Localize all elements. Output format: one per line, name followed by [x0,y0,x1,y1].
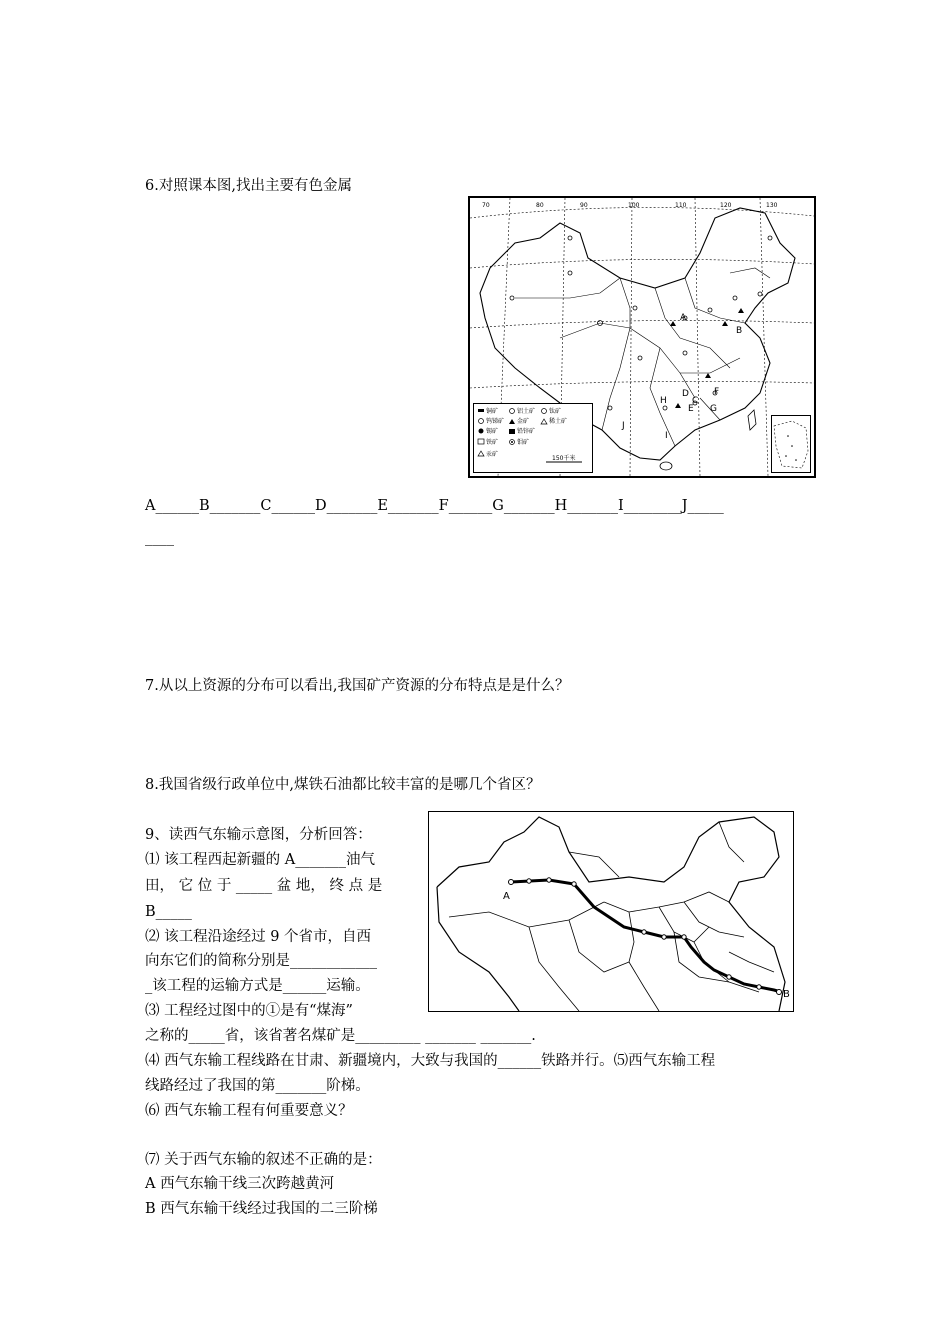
lon-tick: 90 [580,202,588,209]
q9-line-7: ⑶ 工程经过图中的①是有“煤海” [145,1003,353,1019]
pipeline-node [547,878,551,882]
legend-item [478,438,498,446]
map-letter-c: C [692,396,699,406]
map-letter-g: G [710,404,717,414]
map-letter-h: H [660,396,667,406]
svg-text:稀土矿: 稀土矿 [549,418,568,425]
q7-text: 7.从以上资源的分布可以看出,我国矿产资源的分布特点是是什么？ [145,678,570,694]
q6-answer-blanks[interactable]: A______B_______C______D_______E_______F______G_______H_______I________J_____ [145,498,724,514]
legend-item [478,450,498,458]
pipeline-node [682,935,686,939]
q9-line-9: ⑷ 西气东输工程线路在甘肃、新疆境内，大致与我国的______铁路并行。⑸西气东输工程 [145,1053,716,1069]
lon-tick: 130 [766,202,778,209]
lon-tick: 70 [482,202,490,209]
pipeline-node [777,990,782,995]
q9-line-10: 线路经过了我国的第_______阶梯。 [145,1078,370,1094]
legend-item [479,417,505,425]
legend-item [478,407,498,415]
svg-text:铅锌矿: 铅锌矿 [517,428,536,435]
q9-line-2: 田， 它 位 于 _____ 盆 地， 终 点 是 [145,878,383,894]
svg-text:钼矿: 钼矿 [517,439,530,446]
map-letter-e: E [688,404,694,414]
pipeline-node [509,880,514,885]
legend-item [541,417,567,425]
q9-line-8: 之称的_____省，该省著名煤矿是_________ _______ _______. [145,1028,536,1044]
pipeline-node [527,879,531,883]
lon-tick: 80 [536,202,544,209]
q9-line-4: ⑵ 该工程沿途经过 9 个省市，自西 [145,929,372,945]
svg-text:铝土矿: 铝土矿 [517,408,536,415]
scale-label: 150千米 [552,455,576,462]
mineral-resources-map [468,196,816,478]
lon-tick: 120 [720,202,732,209]
hainan [660,462,672,470]
svg-text:金矿: 金矿 [517,418,530,425]
q8-text: 8.我国省级行政单位中,煤铁石油都比较丰富的是哪几个省区？ [145,777,541,793]
q9-line-5: 向东它们的简称分别是____________ [145,953,377,969]
legend-item [509,427,535,435]
legend-item [509,417,529,425]
country-outline [437,817,785,1011]
map-letter-a: A [680,313,687,323]
south-china-sea-inset [771,415,811,473]
legend-item [479,427,499,435]
pipeline-node [757,985,761,989]
pipeline-node [572,882,576,886]
q9-line-13: A 西气东输干线三次跨越黄河 [145,1176,335,1192]
pipeline-map-drawing [429,812,793,1011]
map-letter-b: B [736,326,743,336]
pipeline-node [727,975,731,979]
lon-tick: 110 [675,202,687,209]
q9-line-6: _该工程的运输方式是______运输。 [145,978,370,994]
svg-text:铁矿: 铁矿 [486,439,499,446]
svg-text:钛矿: 钛矿 [549,408,562,415]
label-b: B [783,989,790,1000]
legend-item [510,438,530,446]
legend-item [542,407,562,415]
map-letter-f: F [714,387,720,397]
q6-title: 6.对照课本图,找出主要有色金属 [145,178,352,194]
q9-line-1: ⑴ 该工程西起新疆的 A_______油气 [145,852,375,868]
west-east-gas-pipeline-map [428,811,794,1012]
taiwan [748,410,756,430]
q9-line-11: ⑹ 西气东输工程有何重要意义？ [145,1103,353,1119]
pipeline-node [662,935,666,939]
q9-title: 9、读西气东输示意图，分析回答： [145,827,372,843]
legend-item [510,407,536,415]
map-letter-d: D [682,389,689,399]
svg-text:锡矿: 锡矿 [486,428,499,435]
map-letter-i: I [665,431,668,441]
map-legend [473,403,593,473]
q9-line-12: ⑺ 关于西气东输的叙述不正确的是： [145,1152,382,1168]
q6-answer-blanks-cont[interactable]: ____ [145,530,174,546]
pipeline-node [642,930,646,934]
svg-text:汞矿: 汞矿 [486,451,499,458]
q9-line-14: B 西气东输干线经过我国的二三阶梯 [145,1201,378,1217]
q9-line-3: B_____ [145,904,192,920]
lon-tick: 100 [628,202,640,209]
svg-text:铜矿: 铜矿 [486,408,499,415]
label-a: A [503,891,510,902]
svg-text:钨锑矿: 钨锑矿 [486,418,505,425]
map-letter-j: J [622,421,625,431]
